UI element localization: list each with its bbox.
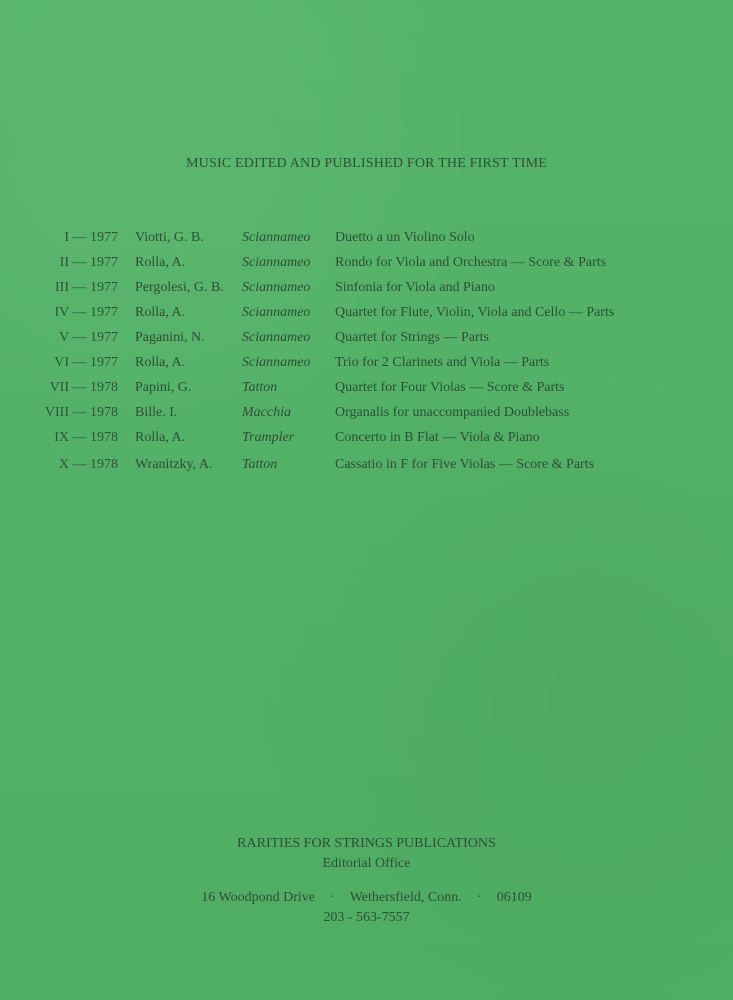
bullet-separator: ·	[330, 890, 335, 905]
catalog-number: IX — 1978	[54, 430, 118, 445]
bullet-separator: ·	[476, 890, 482, 905]
list-item	[0, 279, 733, 303]
phone-number: 203 - 563-7557	[323, 910, 410, 925]
work-title: Concerto in B Flat — Viola & Piano	[335, 430, 540, 445]
list-item	[0, 379, 733, 403]
list-item	[0, 329, 733, 353]
work-title: Duetto a un Violino Solo	[335, 230, 475, 245]
composer-name: Wranitzky, A.	[135, 457, 213, 472]
composer-name: Pergolesi, G. B.	[135, 280, 224, 295]
editor-name: Tatton	[242, 380, 278, 395]
editor-name: Sciannameo	[242, 230, 311, 245]
list-item	[0, 229, 733, 253]
catalog-number: VIII — 1978	[44, 405, 118, 420]
composer-name: Papini, G.	[135, 380, 192, 395]
composer-name: Rolla, A.	[135, 355, 186, 370]
list-item	[0, 354, 733, 378]
composer-name: Rolla, A.	[135, 255, 186, 270]
editor-name: Sciannameo	[242, 255, 311, 270]
list-item	[0, 304, 733, 328]
list-item	[0, 456, 733, 480]
editor-name: Trampler	[242, 430, 295, 445]
list-item	[0, 404, 733, 428]
editor-name: Sciannameo	[242, 305, 311, 320]
catalog-number: VI — 1977	[54, 355, 118, 370]
catalog-number: III — 1977	[55, 280, 118, 295]
catalog-number: IV — 1977	[54, 305, 118, 320]
work-title: Quartet for Strings — Parts	[335, 330, 489, 345]
publisher-name: RARITIES FOR STRINGS PUBLICATIONS	[237, 836, 496, 851]
catalog-number: I — 1977	[64, 230, 118, 245]
editor-name: Sciannameo	[242, 330, 311, 345]
work-title: Cassatio in F for Five Violas — Score & Parts	[335, 457, 595, 472]
work-title: Quartet for Flute, Violin, Viola and Cello — Parts	[335, 305, 615, 320]
work-title: Trio for 2 Clarinets and Viola — Parts	[335, 355, 550, 370]
page-heading: MUSIC EDITED AND PUBLISHED FOR THE FIRST TIME	[186, 156, 547, 171]
composer-name: Viotti, G. B.	[135, 230, 204, 245]
catalog-number: VII — 1978	[49, 380, 118, 395]
city-state: Wethersfield, Conn.	[349, 890, 462, 905]
office-label: Editorial Office	[322, 856, 411, 871]
composer-name: Paganini, N.	[135, 330, 205, 345]
work-title: Rondo for Viola and Orchestra — Score & Parts	[335, 255, 607, 270]
work-title: Sinfonia for Viola and Piano	[335, 280, 495, 295]
editor-name: Sciannameo	[242, 280, 311, 295]
list-item	[0, 254, 733, 278]
work-title: Quartet for Four Violas — Score & Parts	[335, 380, 565, 395]
composer-name: Bille. I.	[135, 405, 178, 420]
catalog-number: X — 1978	[58, 457, 118, 472]
catalog-number: V — 1977	[59, 330, 118, 345]
list-item	[0, 429, 733, 453]
publication-list	[0, 229, 733, 479]
work-title: Organalis for unaccompanied Doublebass	[335, 405, 570, 420]
editor-name: Sciannameo	[242, 355, 311, 370]
street-address: 16 Woodpond Drive	[201, 890, 315, 905]
address-line	[0, 888, 733, 908]
editor-name: Tatton	[242, 457, 278, 472]
publisher-footer	[0, 834, 733, 928]
catalog-number: II — 1977	[59, 255, 118, 270]
composer-name: Rolla, A.	[135, 305, 186, 320]
composer-name: Rolla, A.	[135, 430, 186, 445]
zip-code: 06109	[496, 890, 532, 905]
editor-name: Macchia	[242, 405, 291, 420]
